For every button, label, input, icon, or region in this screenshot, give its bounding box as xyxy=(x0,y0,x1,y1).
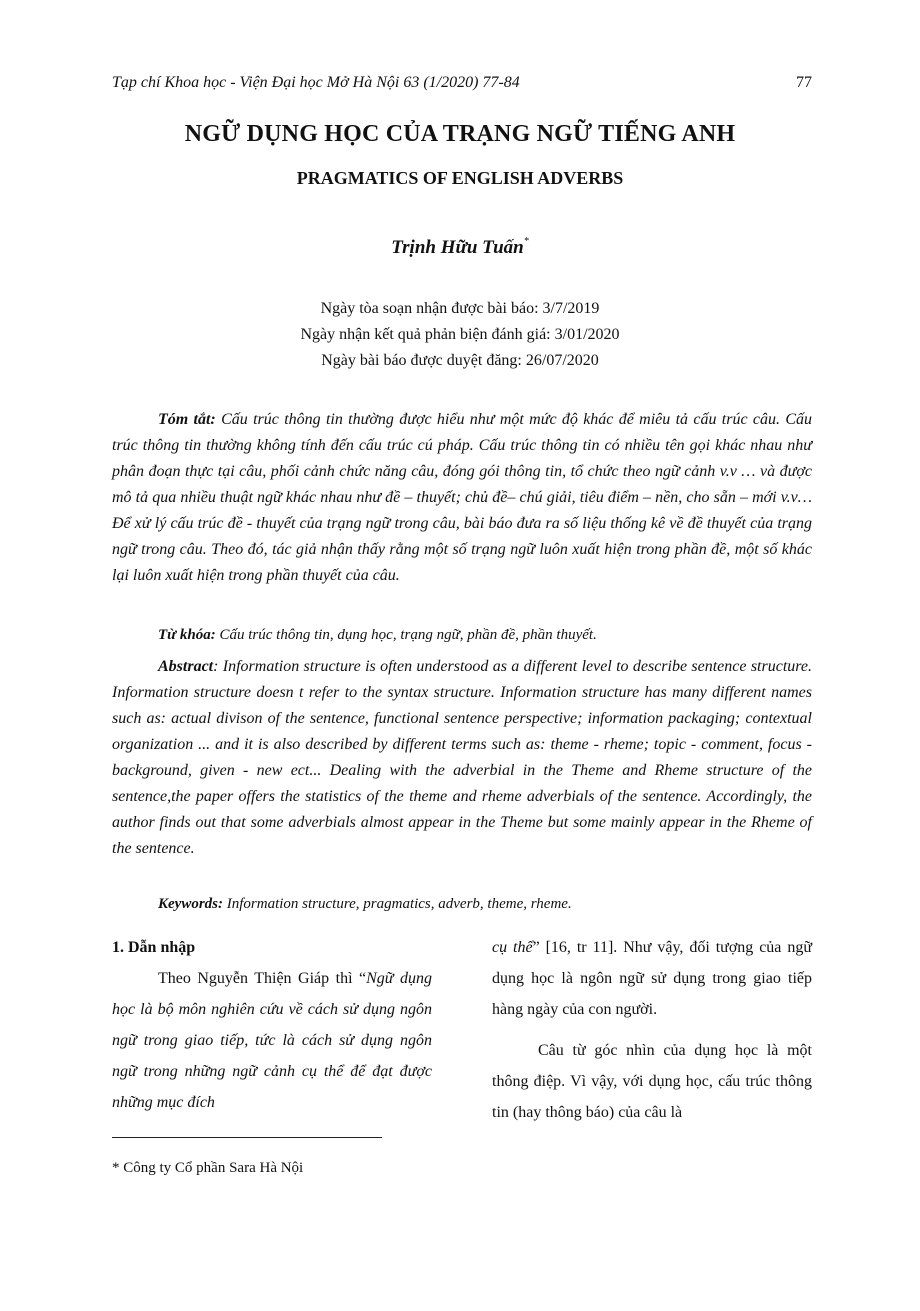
submission-dates xyxy=(0,296,920,374)
author xyxy=(0,236,920,259)
footnote: * Công ty Cổ phần Sara Hà Nội xyxy=(112,1160,304,1176)
abstract-vi-label: Tóm tắt: xyxy=(158,411,216,428)
keywords-en-text: Information structure, pragmatics, adverb, theme, rheme. xyxy=(223,896,572,912)
date-accepted: Ngày bài báo được duyệt đăng: 26/07/2020 xyxy=(321,352,599,369)
intro-quote: Ngữ dụng học là bộ môn nghiên cứu về cách sử dụng ngôn ngữ trong giao tiếp, tức là cách sử dụng ngôn ngữ trong những ngữ cảnh cụ thể để đạt được những mục đích xyxy=(112,970,432,1111)
author-name: Trịnh Hữu Tuấn xyxy=(391,237,524,258)
keywords-vietnamese xyxy=(112,622,812,648)
date-reviewed: Ngày nhận kết quả phản biện đánh giá: 3/01/2020 xyxy=(300,326,620,343)
date-received: Ngày tòa soạn nhận được bài báo: 3/7/2019 xyxy=(320,300,600,317)
page-number: 77 xyxy=(796,74,812,91)
abstract-english xyxy=(112,654,812,862)
paragraph-continued-text: ” [16, tr 11]. Như vậy, đối tượng của ngữ dụng học là ngôn ngữ sử dụng trong giao tiếp hàng ngày của con người. xyxy=(492,939,812,1018)
keywords-english xyxy=(112,891,812,917)
body-column-left xyxy=(112,932,432,1118)
section-heading: 1. Dẫn nhập xyxy=(112,939,196,956)
keywords-vi-text: Cấu trúc thông tin, dụng học, trạng ngữ, phần đề, phần thuyết. xyxy=(215,627,597,643)
paragraph-second: Câu từ góc nhìn của dụng học là một thông điệp. Vì vậy, với dụng học, cấu trúc thông tin (hay thông báo) của câu là xyxy=(492,1042,812,1121)
quote-end: cụ thể xyxy=(492,939,533,956)
keywords-en-label: Keywords: xyxy=(158,896,223,912)
footnote-divider xyxy=(112,1137,382,1138)
paragraph-continued xyxy=(492,932,812,1025)
keywords-vi-label: Từ khóa: xyxy=(158,627,216,643)
abstract-en-text: : Information structure is often understood as a different level to describe sentence structure. Information structure doesn t refer to the syntax structure. Information structure has many different names such as: actual divison of the sentence, functional sentence perspective; information packaging; contextual organization ... and it is also described by different terms such as: theme - rheme; topic - comment, focus - background, given - new ect... Dealing with the adverbial in the Theme and Rheme structure of the sentence,the paper offers the statistics of the theme and rheme adverbials of the sentence. Accordingly, the author finds out that some adverbials almost appear in the Theme but some mainly appear in the Rheme of the sentence. xyxy=(112,658,812,857)
intro-paragraph xyxy=(112,963,432,1118)
journal-header xyxy=(112,74,812,92)
abstract-vietnamese xyxy=(112,407,812,589)
abstract-en-label: Abstract xyxy=(158,658,214,675)
intro-text: Theo Nguyễn Thiện Giáp thì “ xyxy=(158,970,367,987)
title-english: PRAGMATICS OF ENGLISH ADVERBS xyxy=(296,168,624,188)
journal-citation: Tạp chí Khoa học - Viện Đại học Mở Hà Nội 63 (1/2020) 77-84 xyxy=(112,74,520,91)
title-vietnamese: NGỮ DỤNG HỌC CỦA TRẠNG NGỮ TIẾNG ANH xyxy=(184,121,736,147)
body-column-right xyxy=(492,932,812,1128)
abstract-vi-text: Cấu trúc thông tin thường được hiểu như một mức độ khác để miêu tả cấu trúc câu. Cấu trúc thông tin thường không tính đến cấu trúc cú pháp. Cấu trúc thông tin có nhiều tên gọi khác nhau như phân đoạn thực tại câu, phối cảnh chức năng câu, đóng gói thông tin, tổ chức theo ngữ cảnh v.v … và được mô tả qua nhiều thuật ngữ khác nhau như đề – thuyết; chủ đề– chú giải, tiêu điểm – nền, cho sẵn – mới v.v… Để xử lý cấu trúc đề - thuyết của trạng ngữ trong câu, bài báo đưa ra số liệu thống kê về đề thuyết của trạng ngữ trong câu. Theo đó, tác giả nhận thấy rằng một số trạng ngữ luôn xuất hiện trong phần đề, một số khác lại luôn xuất hiện trong phần thuyết của câu. xyxy=(112,411,813,584)
author-footnote-marker: * xyxy=(523,236,529,247)
